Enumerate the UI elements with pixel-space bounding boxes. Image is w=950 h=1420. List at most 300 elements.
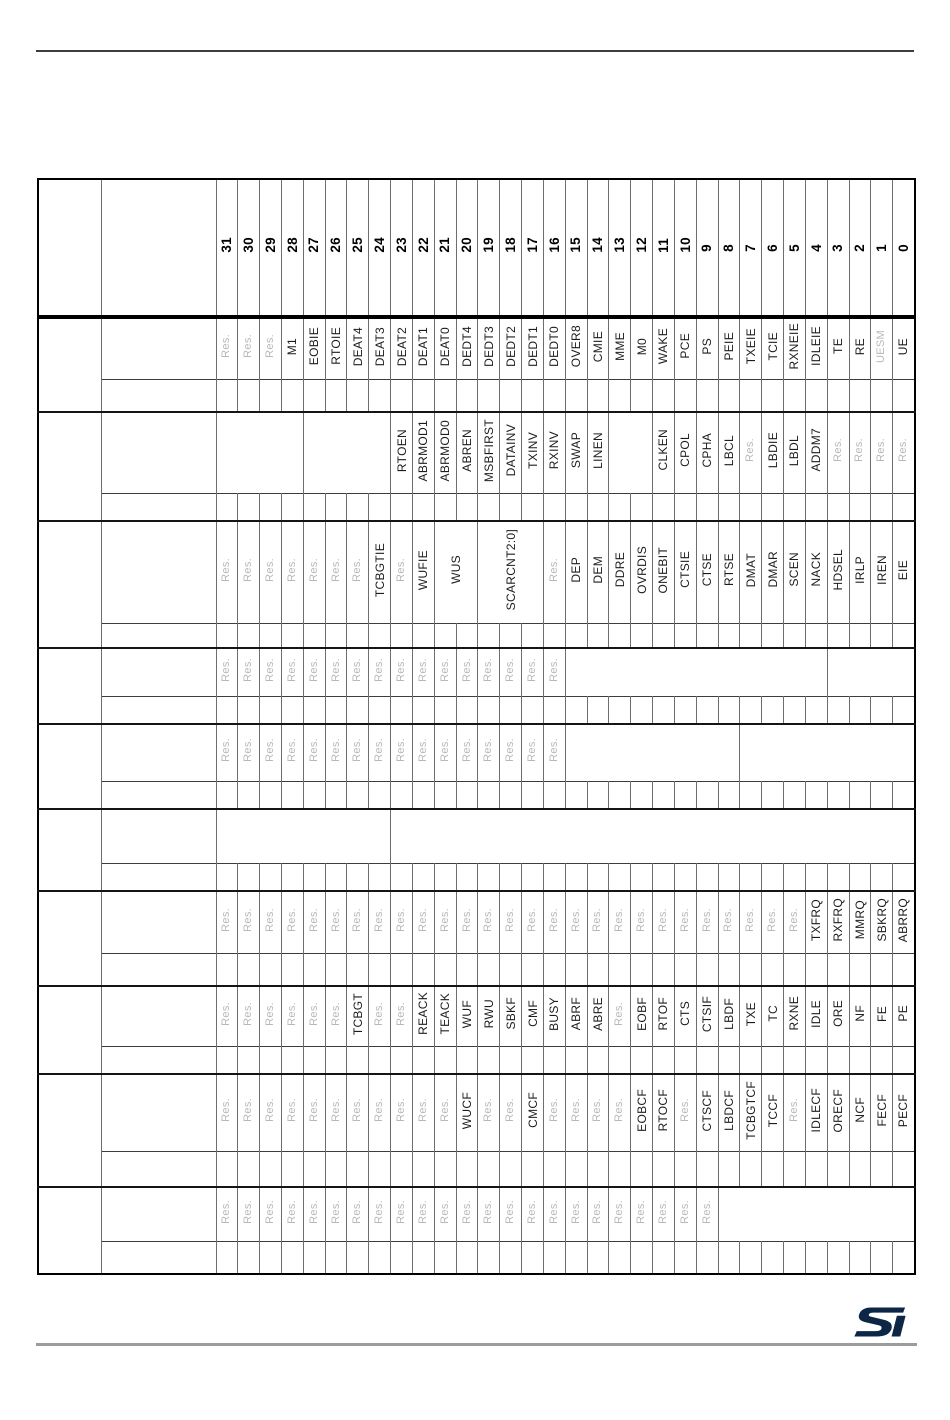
reserved-label: Res. xyxy=(547,1098,560,1123)
reset-value-cell xyxy=(391,623,413,648)
bitfield-cell xyxy=(522,317,544,379)
reset-value-cell xyxy=(500,953,522,986)
reserved-label: Res. xyxy=(242,557,255,582)
reset-value-cell xyxy=(849,863,871,891)
bitfield-cell xyxy=(369,1074,391,1151)
bit-number: 29 xyxy=(262,237,278,253)
reset-value-cell xyxy=(347,781,369,809)
reserved-label: Res. xyxy=(547,738,560,763)
bitfield-cell xyxy=(587,891,609,953)
reset-value-cell xyxy=(238,1151,260,1187)
bitfield-cell xyxy=(391,986,413,1046)
reserved-label: Res. xyxy=(656,1199,669,1224)
reset-value-cell xyxy=(674,1241,696,1274)
reset-value-cell xyxy=(631,379,653,412)
bit-header-cell xyxy=(412,179,434,317)
bitfield-cell xyxy=(609,891,631,953)
offset-header-cell xyxy=(38,179,101,317)
reset-value-cell xyxy=(893,696,915,724)
bitfield-cell xyxy=(609,412,653,493)
reset-value-cell xyxy=(412,863,434,891)
reserved-label: Res. xyxy=(853,438,866,463)
reset-value-cell xyxy=(281,1241,303,1274)
reset-label-cell xyxy=(101,781,216,809)
bitfield-cell xyxy=(500,317,522,379)
register-name-cell xyxy=(101,724,216,781)
reset-value-cell xyxy=(587,1241,609,1274)
reset-value-cell xyxy=(434,696,456,724)
offset-cell xyxy=(38,986,101,1074)
reset-value-cell xyxy=(827,1046,849,1074)
bit-header-cell xyxy=(347,179,369,317)
bit-header-cell xyxy=(543,179,565,317)
reset-value-cell xyxy=(216,953,238,986)
offset-cell xyxy=(38,317,101,412)
bitfield-cell xyxy=(260,521,282,623)
bitfield-cell xyxy=(718,317,740,379)
bitfield-label: SCARCNT2:0] xyxy=(503,529,518,611)
bitfield-cell xyxy=(347,648,369,696)
bitfield-cell xyxy=(543,986,565,1046)
reserved-label: Res. xyxy=(831,438,844,463)
reset-value-cell xyxy=(500,1046,522,1074)
register-bits-row-9 xyxy=(38,1074,915,1151)
reset-value-cell xyxy=(609,1151,631,1187)
bit-header-cell xyxy=(260,179,282,317)
bitfield-cell xyxy=(674,1187,696,1241)
bitfield-label: DMAT xyxy=(743,552,758,587)
reserved-label: Res. xyxy=(395,557,408,582)
reserved-label: Res. xyxy=(307,907,320,932)
reserved-label: Res. xyxy=(678,907,691,932)
bit-header-cell xyxy=(784,179,806,317)
bitfield-cell xyxy=(391,317,413,379)
reset-value-cell xyxy=(434,379,456,412)
reset-value-cell xyxy=(718,953,740,986)
bit-number: 2 xyxy=(852,243,868,252)
bitfield-cell xyxy=(216,412,303,493)
reset-value-cell xyxy=(849,781,871,809)
reset-value-cell xyxy=(347,1241,369,1274)
reserved-label: Res. xyxy=(613,907,626,932)
bitfield-label: TXINV xyxy=(525,431,540,469)
reset-value-cell xyxy=(412,379,434,412)
register-name-cell xyxy=(101,412,216,493)
bitfield-cell xyxy=(391,521,413,623)
bitfield-cell xyxy=(347,1187,369,1241)
bitfield-cell xyxy=(543,1187,565,1241)
bitfield-cell xyxy=(478,317,500,379)
reset-value-cell xyxy=(674,696,696,724)
reset-value-cell xyxy=(631,696,653,724)
bitfield-cell xyxy=(565,317,587,379)
reset-value-cell xyxy=(893,1046,915,1074)
bitfield-cell xyxy=(238,986,260,1046)
bitfield-label: CTSCF xyxy=(700,1089,715,1131)
reset-value-cell xyxy=(281,863,303,891)
bitfield-label: IDLECF xyxy=(809,1088,824,1133)
bitfield-cell xyxy=(696,891,718,953)
bitfield-label: BUSY xyxy=(547,996,562,1031)
reserved-label: Res. xyxy=(264,657,277,682)
reset-value-cell xyxy=(238,1241,260,1274)
bitfield-cell xyxy=(805,986,827,1046)
reset-value-cell xyxy=(762,953,784,986)
bit-header-cell xyxy=(303,179,325,317)
bitfield-label: DEM xyxy=(590,555,605,584)
bit-number: 16 xyxy=(546,237,562,253)
bitfield-cell xyxy=(762,986,784,1046)
reset-value-cell xyxy=(609,863,631,891)
reserved-label: Res. xyxy=(416,1098,429,1123)
reset-value-cell xyxy=(740,863,762,891)
bitfield-cell xyxy=(391,412,413,493)
reserved-label: Res. xyxy=(395,907,408,932)
reset-value-cell xyxy=(653,781,675,809)
bitfield-cell xyxy=(653,1074,675,1151)
bitfield-cell xyxy=(391,648,413,696)
reset-value-cell xyxy=(478,1046,500,1074)
bitfield-label: IRLP xyxy=(852,555,867,584)
reset-value-cell xyxy=(347,379,369,412)
reset-value-cell xyxy=(543,493,565,521)
reset-value-cell xyxy=(260,863,282,891)
reserved-label: Res. xyxy=(220,738,233,763)
reset-value-cell xyxy=(303,1046,325,1074)
reserved-label: Res. xyxy=(307,557,320,582)
reserved-label: Res. xyxy=(416,657,429,682)
bitfield-cell xyxy=(827,317,849,379)
bitfield-cell xyxy=(325,986,347,1046)
reset-value-cell xyxy=(653,1241,675,1274)
reset-value-cell xyxy=(871,623,893,648)
bitfield-cell xyxy=(762,521,784,623)
bit-header-cell xyxy=(849,179,871,317)
reset-values-row-4 xyxy=(38,696,915,724)
reset-value-cell xyxy=(827,623,849,648)
bit-header-cell xyxy=(391,179,413,317)
reset-value-cell xyxy=(893,1151,915,1187)
bit-number: 4 xyxy=(808,243,824,252)
bitfield-cell xyxy=(369,521,391,623)
register-map-table xyxy=(37,178,916,1275)
bitfield-label: M1 xyxy=(285,337,300,355)
reset-value-cell xyxy=(674,1151,696,1187)
reserved-label: Res. xyxy=(264,907,277,932)
reset-value-cell xyxy=(543,953,565,986)
bitfield-cell xyxy=(412,986,434,1046)
reset-value-cell xyxy=(871,781,893,809)
bitfield-cell xyxy=(260,1074,282,1151)
reset-value-cell xyxy=(347,1046,369,1074)
bitfield-cell xyxy=(456,891,478,953)
bitfield-cell xyxy=(805,1074,827,1151)
reset-value-cell xyxy=(609,493,631,521)
reserved-label: Res. xyxy=(373,1199,386,1224)
reset-values-row-10 xyxy=(38,1241,915,1274)
reserved-label: Res. xyxy=(875,438,888,463)
reset-value-cell xyxy=(216,379,238,412)
reset-value-cell xyxy=(543,379,565,412)
bitfield-cell xyxy=(412,724,434,781)
bitfield-cell xyxy=(325,1187,347,1241)
bitfield-cell xyxy=(391,1074,413,1151)
bitfield-cell xyxy=(281,891,303,953)
bitfield-label: DEAT4 xyxy=(350,326,365,366)
reset-value-cell xyxy=(827,781,849,809)
bit-number: 15 xyxy=(568,237,584,253)
bitfield-cell xyxy=(762,317,784,379)
reserved-label: Res. xyxy=(896,438,909,463)
reset-value-cell xyxy=(849,696,871,724)
bitfield-label: TXEIE xyxy=(743,328,758,365)
bit-header-cell xyxy=(653,179,675,317)
reset-value-cell xyxy=(369,623,391,648)
register-name-cell xyxy=(101,986,216,1046)
reset-value-cell xyxy=(718,696,740,724)
bitfield-cell xyxy=(216,891,238,953)
bitfield-cell xyxy=(260,1187,282,1241)
bitfield-cell xyxy=(238,521,260,623)
reserved-label: Res. xyxy=(220,657,233,682)
bitfield-cell xyxy=(303,891,325,953)
bitfield-label: WUCF xyxy=(460,1091,475,1129)
bitfield-cell xyxy=(543,648,565,696)
reserved-label: Res. xyxy=(482,1199,495,1224)
bitfield-cell xyxy=(347,521,369,623)
reserved-label: Res. xyxy=(373,1098,386,1123)
bitfield-label: CTSIF xyxy=(700,995,715,1032)
bitfield-cell xyxy=(631,986,653,1046)
register-name-cell xyxy=(101,1074,216,1151)
bit-header-cell xyxy=(238,179,260,317)
reset-value-cell xyxy=(281,493,303,521)
reserved-label: Res. xyxy=(264,738,277,763)
reset-value-cell xyxy=(871,863,893,891)
bitfield-label: CTS xyxy=(678,1001,693,1027)
bitfield-cell xyxy=(565,891,587,953)
bit-header-cell xyxy=(740,179,762,317)
bitfield-cell xyxy=(805,891,827,953)
reset-value-cell xyxy=(456,781,478,809)
bitfield-cell xyxy=(871,412,893,493)
bitfield-cell xyxy=(784,986,806,1046)
bit-number: 12 xyxy=(633,237,649,253)
register-bits-row-7 xyxy=(38,891,915,953)
bit-number: 24 xyxy=(371,237,387,253)
reset-value-cell xyxy=(478,953,500,986)
reset-value-cell xyxy=(653,493,675,521)
reset-value-cell xyxy=(784,953,806,986)
bit-number: 5 xyxy=(786,243,802,252)
reset-value-cell xyxy=(347,493,369,521)
bitfield-cell xyxy=(674,1074,696,1151)
reset-value-cell xyxy=(434,493,456,521)
bitfield-cell xyxy=(369,648,391,696)
reserved-label: Res. xyxy=(285,1098,298,1123)
bitfield-cell xyxy=(238,317,260,379)
bit-number: 19 xyxy=(481,237,497,253)
reset-value-cell xyxy=(827,379,849,412)
reset-value-cell xyxy=(740,1151,762,1187)
reset-label-cell xyxy=(101,953,216,986)
reset-value-cell xyxy=(653,1151,675,1187)
bitfield-cell xyxy=(696,1074,718,1151)
reserved-label: Res. xyxy=(526,657,538,682)
reset-value-cell xyxy=(281,379,303,412)
reset-value-cell xyxy=(784,1046,806,1074)
reset-values-row-7 xyxy=(38,953,915,986)
bitfield-cell xyxy=(696,521,718,623)
reserved-label: Res. xyxy=(351,1199,364,1224)
reset-value-cell xyxy=(369,379,391,412)
bitfield-label: LBCL xyxy=(721,434,736,466)
reset-value-cell xyxy=(216,493,238,521)
bitfield-cell xyxy=(478,1074,500,1151)
reset-value-cell xyxy=(631,953,653,986)
reset-value-cell xyxy=(391,953,413,986)
reserved-label: Res. xyxy=(656,907,669,932)
reset-value-cell xyxy=(500,696,522,724)
reserved-label: Res. xyxy=(591,1098,604,1123)
bit-header-cell xyxy=(631,179,653,317)
bitfield-cell xyxy=(260,891,282,953)
bitfield-label: ORE xyxy=(831,1000,846,1028)
reset-label-cell xyxy=(101,863,216,891)
bitfield-cell xyxy=(238,724,260,781)
bitfield-cell xyxy=(805,412,827,493)
reset-value-cell xyxy=(718,623,740,648)
bitfield-label: RXNE xyxy=(787,996,802,1032)
reserved-label: Res. xyxy=(242,1001,255,1026)
bitfield-cell xyxy=(238,891,260,953)
bit-header-cell xyxy=(805,179,827,317)
reset-value-cell xyxy=(805,1241,827,1274)
bitfield-cell xyxy=(609,1187,631,1241)
reset-value-cell xyxy=(522,781,544,809)
bitfield-label: ONEBIT xyxy=(656,546,671,593)
bitfield-cell xyxy=(303,1187,325,1241)
reset-value-cell xyxy=(412,493,434,521)
bitfield-cell xyxy=(587,1187,609,1241)
bit-number: 0 xyxy=(895,243,911,252)
bitfield-cell xyxy=(849,1074,871,1151)
reset-value-cell xyxy=(391,1241,413,1274)
bitfield-label: IDLEIE xyxy=(809,326,824,367)
reset-value-cell xyxy=(609,623,631,648)
bitfield-label: ABREN xyxy=(460,428,475,472)
bitfield-cell xyxy=(827,648,914,696)
reset-value-cell xyxy=(303,1241,325,1274)
reset-value-cell xyxy=(325,696,347,724)
bitfield-label: RXFRQ xyxy=(831,898,846,942)
reset-value-cell xyxy=(674,863,696,891)
reserved-label: Res. xyxy=(438,738,451,763)
bitfield-cell xyxy=(740,891,762,953)
reset-value-cell xyxy=(784,1151,806,1187)
reset-value-cell xyxy=(216,781,238,809)
reset-value-cell xyxy=(609,953,631,986)
reset-value-cell xyxy=(674,379,696,412)
reset-value-cell xyxy=(325,1151,347,1187)
reset-value-cell xyxy=(522,1151,544,1187)
reset-value-cell xyxy=(543,623,565,648)
reset-value-cell xyxy=(522,863,544,891)
bitfield-label: PEIE xyxy=(721,331,736,361)
reset-value-cell xyxy=(805,623,827,648)
reset-value-cell xyxy=(827,493,849,521)
reserved-label: Res. xyxy=(329,1001,342,1026)
bitfield-label: DEAT0 xyxy=(438,326,453,366)
reset-value-cell xyxy=(303,493,325,521)
bitfield-label: TCBGTCF xyxy=(743,1080,758,1140)
bit-number: 20 xyxy=(459,237,475,253)
bitfield-cell xyxy=(653,1187,675,1241)
bitfield-cell xyxy=(303,986,325,1046)
bitfield-label: ABRE xyxy=(590,996,605,1031)
reset-value-cell xyxy=(369,953,391,986)
bitfield-label: DEDT3 xyxy=(481,325,496,367)
reset-value-cell xyxy=(805,1046,827,1074)
bitfield-cell xyxy=(412,521,434,623)
bitfield-cell xyxy=(565,1187,587,1241)
bitfield-cell xyxy=(281,648,303,696)
reserved-label: Res. xyxy=(351,1098,364,1123)
reset-value-cell xyxy=(849,379,871,412)
reset-value-cell xyxy=(718,493,740,521)
bitfield-cell xyxy=(500,1187,522,1241)
bitfield-cell xyxy=(281,724,303,781)
offset-cell xyxy=(38,724,101,809)
bitfield-cell xyxy=(784,412,806,493)
reserved-label: Res. xyxy=(264,1199,277,1224)
bitfield-cell xyxy=(478,1187,500,1241)
bitfield-cell xyxy=(456,1187,478,1241)
bitfield-cell xyxy=(522,986,544,1046)
reset-value-cell xyxy=(500,863,522,891)
reset-value-cell xyxy=(674,953,696,986)
bitfield-cell xyxy=(325,724,347,781)
reset-value-cell xyxy=(565,1151,587,1187)
reserved-label: Res. xyxy=(307,657,320,682)
reset-value-cell xyxy=(434,1241,456,1274)
bitfield-cell xyxy=(325,1074,347,1151)
reset-value-cell xyxy=(696,953,718,986)
reset-value-cell xyxy=(238,696,260,724)
reset-value-cell xyxy=(456,379,478,412)
bitfield-label: OVER8 xyxy=(569,325,584,368)
bitfield-label: WAKE xyxy=(656,328,671,365)
reserved-label: Res. xyxy=(373,657,386,682)
reserved-label: Res. xyxy=(264,334,277,359)
bitfield-label: TC xyxy=(765,1005,780,1023)
reset-value-cell xyxy=(543,781,565,809)
reset-value-cell xyxy=(522,696,544,724)
bitfield-cell xyxy=(456,412,478,493)
bitfield-cell xyxy=(434,891,456,953)
reset-value-cell xyxy=(303,863,325,891)
reset-value-cell xyxy=(456,696,478,724)
reset-value-cell xyxy=(260,1046,282,1074)
reserved-label: Res. xyxy=(242,657,255,682)
bit-number: 22 xyxy=(415,237,431,253)
bitfield-cell xyxy=(303,317,325,379)
reserved-label: Res. xyxy=(220,1001,233,1026)
register-header-cell xyxy=(101,179,216,317)
bitfield-cell xyxy=(718,521,740,623)
reset-value-cell xyxy=(478,379,500,412)
offset-cell xyxy=(38,521,101,648)
